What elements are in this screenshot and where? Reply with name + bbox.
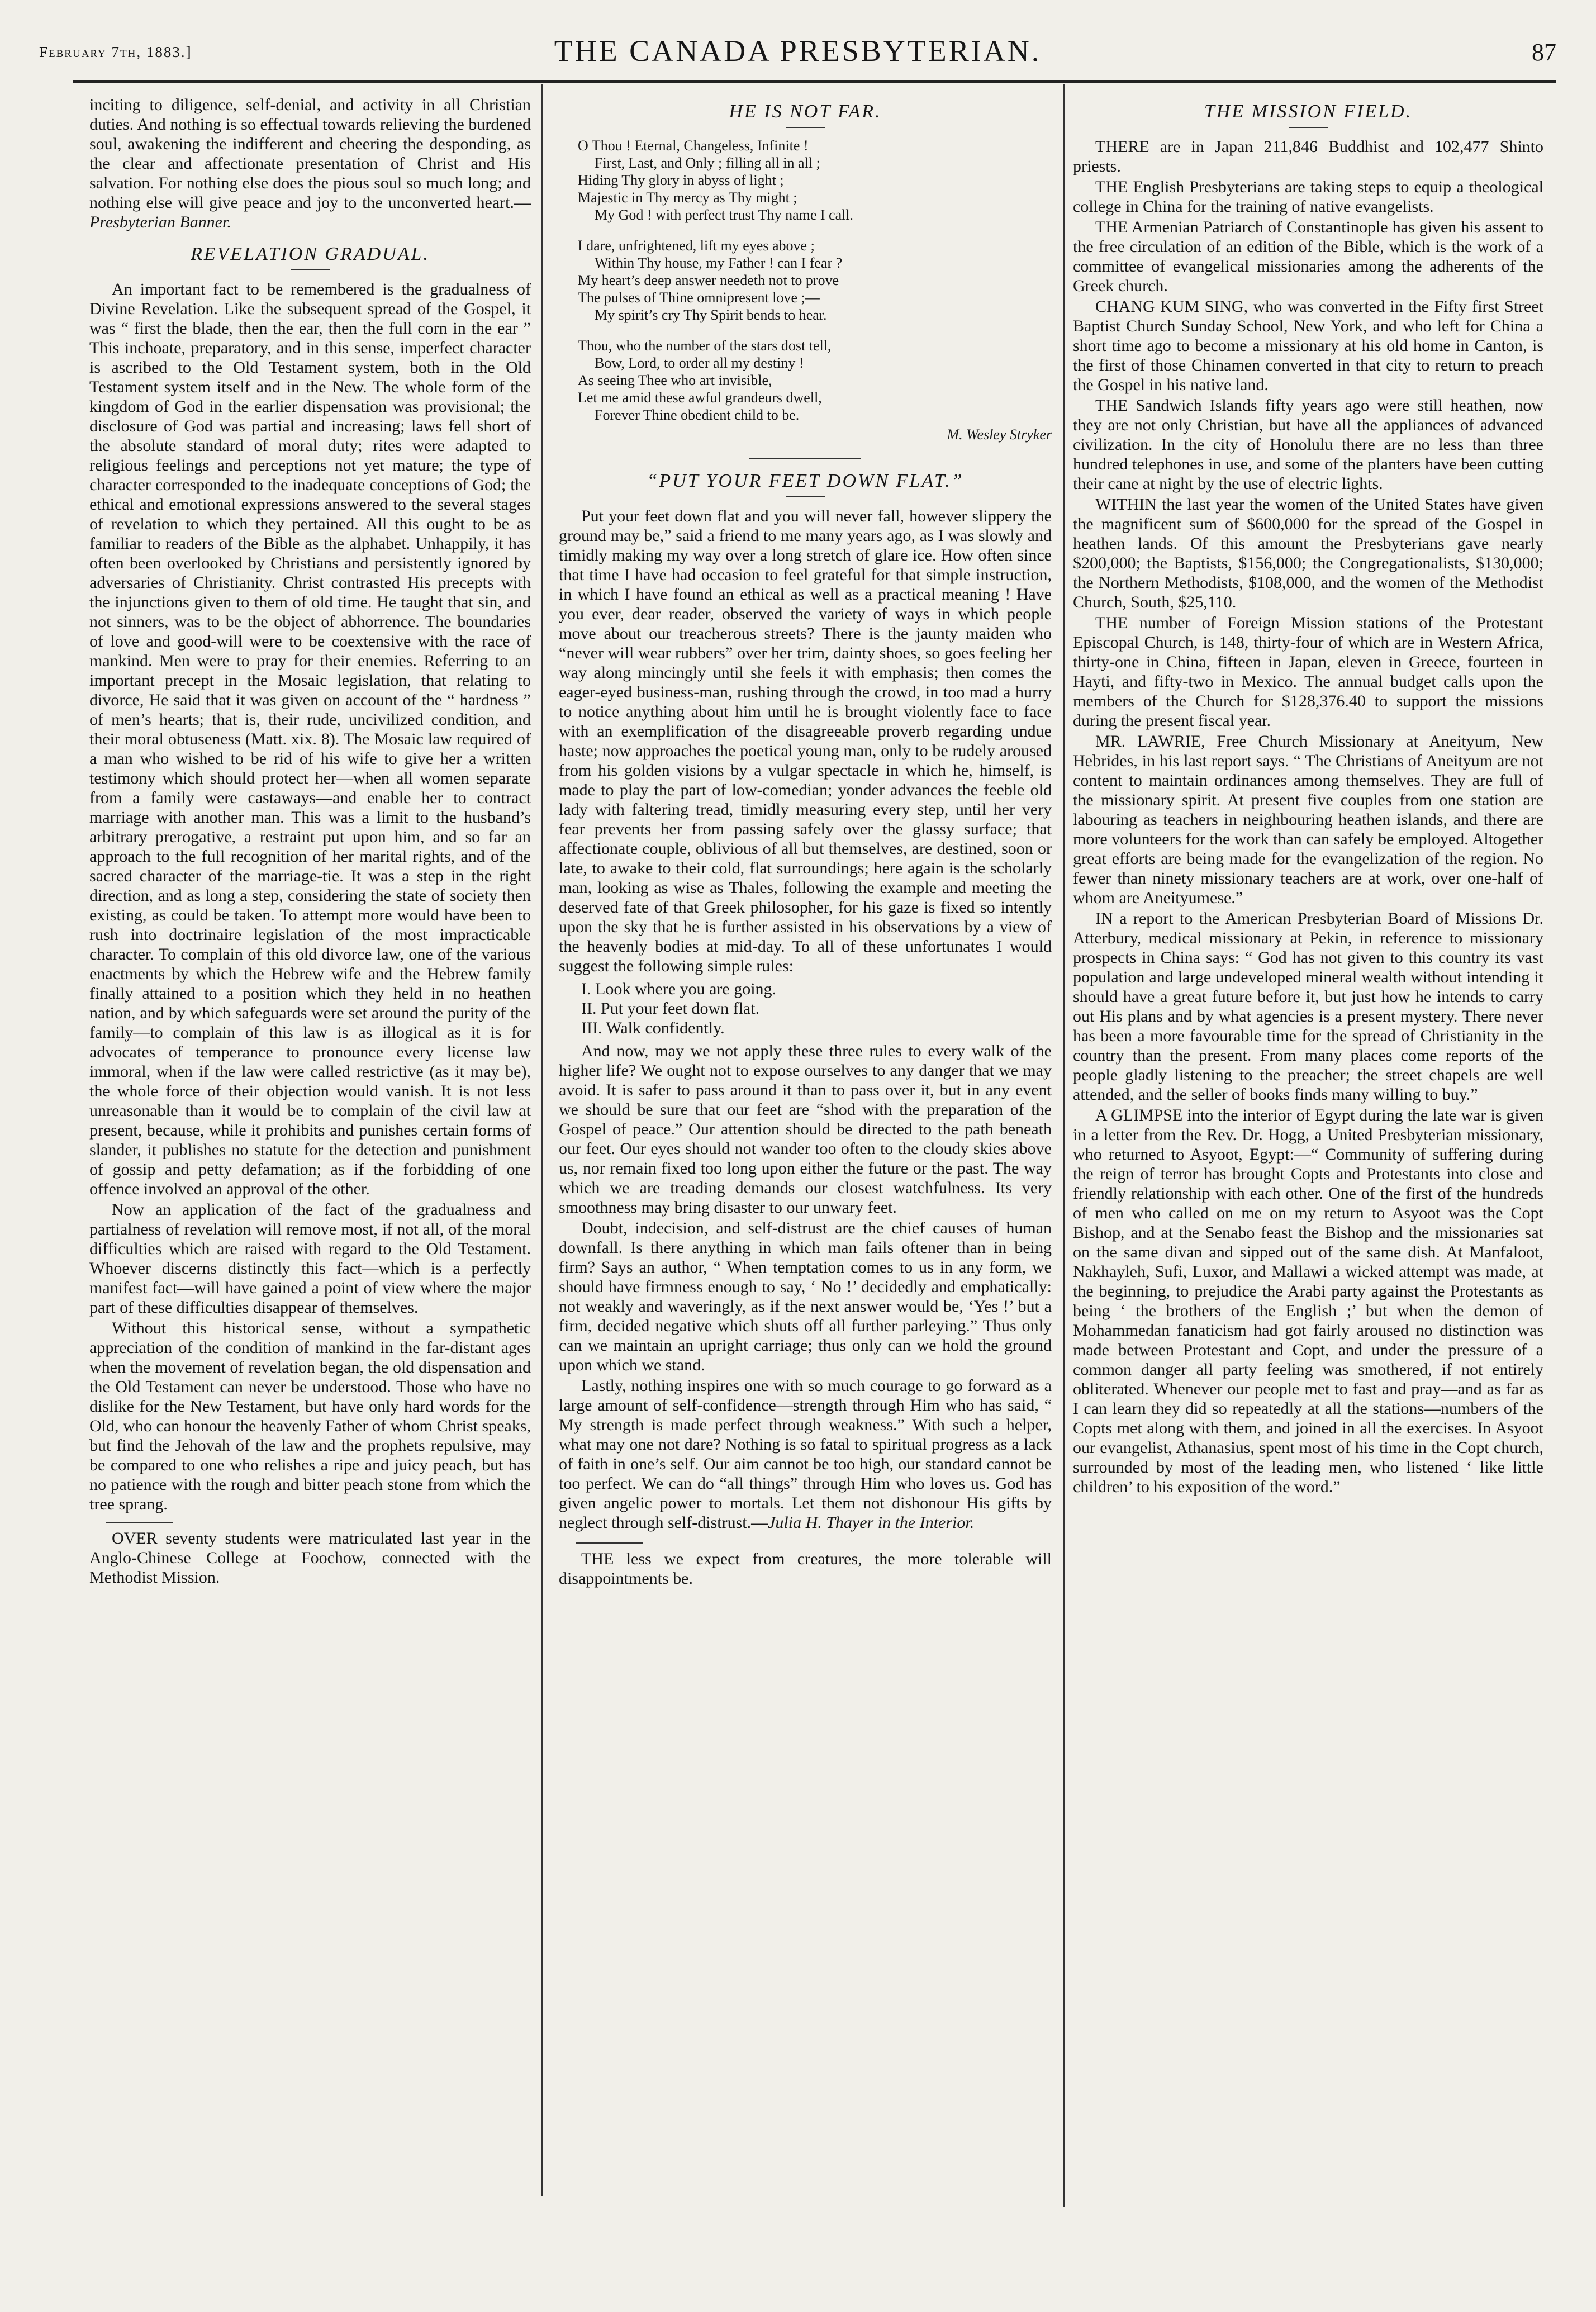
mission-news-item: THE Armenian Patriarch of Constantinople has given his assent to the free circulation of an edition of the Bible, which is the work of a committee of evangelical missionaries among the adherents of the Greek church.	[1073, 218, 1543, 295]
poem-stanza	[578, 337, 1052, 424]
source-attribution: Julia H. Thayer in the Interior.	[768, 1513, 975, 1532]
rule-item: I. Look where you are going.	[581, 980, 777, 998]
news-item: THE less we expect from creatures, the more tolerable will disappointments be.	[559, 1550, 1052, 1588]
poem-line: Thou, who the number of the stars dost tell,	[578, 338, 832, 354]
mission-news-item: MR. LAWRIE, Free Church Missionary at Aneityum, New Hebrides, in his last report says. “ The Christians of Aneityum are not content to maintain ordinances among themselves. They are full of the missionary spirit. At present five couples from one station are labouring as teachers in neighbouring heathen islands, and there are more volunteers for the work than can safely be employed. Altogether great efforts are being made for the evangelization of the region. No fewer than ninety missionary teachers are at work, over one-half of whom are Aneityumese.”	[1073, 732, 1543, 907]
poem-line: My spirit’s cry Thy Spirit bends to hear.	[595, 307, 827, 323]
poem-line: I dare, unfrightened, lift my eyes above ;	[578, 238, 815, 254]
source-attribution: Presbyterian Banner.	[89, 213, 231, 231]
article-paragraph: Doubt, indecision, and self-distrust are the chief causes of human downfall. Is there anything in which man fails oftener than in being firm? Says an author, “ When temptation comes to us in any form, we should have firmness enough to say, ‘ No !’ decidedly and emphatically: not weakly and waveringly, as if the next answer would be, ‘Yes !’ but a firm, decided negative which shuts off all further parleying.” Thus only can we maintain an upright carriage; thus only can we hold the ground upon which we stand.	[559, 1219, 1052, 1374]
article-continued-paragraph: inciting to diligence, self-denial, and activity in all Christian duties. And nothing is so effectual towards relieving the burdened soul, awakening the indifferent and cheering the desponding, as the clear and affectionate presentation of Christ and His salvation. For nothing else does the pious soul so much long; and nothing else will give peace and joy to the unconverted heart.—Presbyterian Banner.	[89, 96, 531, 231]
poem-line: Within Thy house, my Father ! can I fear ?	[595, 255, 843, 271]
article-heading-revelation-gradual: REVELATION GRADUAL.	[191, 244, 430, 264]
column-divider-1	[541, 84, 543, 2196]
rule-item: III. Walk confidently.	[581, 1019, 725, 1037]
poem-line: Let me amid these awful grandeurs dwell,	[578, 390, 822, 406]
heading-rule	[786, 496, 825, 497]
article-paragraph: And now, may we not apply these three rules to every walk of the higher life? We ought not to expose ourselves to any danger that we may avoid. It is safer to pass around it than to pass over it, but in any event we should be sure that our feet are “shod with the preparation of the Gospel of peace.” Our attention should be directed to the path beneath our feet. Our eyes should not wander too often to the cloudy skies above us, nor remain fixed too long upon either the future or the past. The way which we are treading demands our closest watchfulness. Its very smoothness may bring disaster to our unwary feet.	[559, 1042, 1052, 1217]
mission-news-item: THERE are in Japan 211,846 Buddhist and 102,477 Shinto priests.	[1073, 137, 1543, 175]
article-paragraph: Lastly, nothing inspires one with so much courage to go forward as a large amount of self-confidence—strength through Him who has said, “ My strength is made perfect through weakness.” With such a helper, what may one not dare? Nothing is so fatal to spiritual progress as a lack of faith in one’s self. Our aim cannot be too high, our standard cannot be too perfect. We can do “all things” through Him who loves us. God has given angelic power to mortals. Let them not dishonour His gifts by neglect through self-distrust.—Julia H. Thayer in the Interior.	[559, 1376, 1052, 1532]
article-paragraph: Put your feet down flat and you will never fall, however slippery the ground may be,” said a friend to me many years ago, as I was slowly and timidly making my way over a long stretch of glare ice. How often since that time I have had occasion to feel grateful for that simple instruction, in which I have found an ethical as well as a practical meaning ! Have you ever, dear reader, observed the variety of ways in which people move about our treacherous streets? There is the jaunty maiden who “never will wear rubbers” over her trim, dainty shoes, so goes feeling her way along mincingly until she feels it with emphasis; then comes the eager-eyed business-man, rushing through the crowd, in too mad a hurry to notice anything about him until he is brought violently face to face with an exemplification of the disagreeable proverb regarding undue haste; now approaches the poetical young man, only to be rudely aroused from his golden visions by a vulgar spectacle in which he, himself, is made to play the part of low-comedian; yonder advances the feeble old lady with faltering tread, timidly measuring every step, until her very fear prevents her from passing safely over the glassy surface; that affectionate couple, oblivious of all but themselves, are destined, soon or late, to awake to their cold, flat surroundings; here again is the scholarly man, looking as wise as Thales, following the example and meeting the deserved fate of that Greek philosopher, for his gaze is fixed so intently upon the sky that he is further assisted in his observations by a view of the heavenly bodies at mid-day. To all of these unfortunates I would suggest the following simple rules:	[559, 507, 1052, 975]
heading-rule	[786, 127, 825, 128]
poem-line: First, Last, and Only ; filling all in all ;	[595, 155, 820, 171]
mission-news-item: THE Sandwich Islands fifty years ago were still heathen, now they are not only Christian, but have all the appliances of advanced civilization. In the city of Honolulu there are no less than three hundred telephones in use, and some of the planters have been cutting their cane at night by the use of electric lights.	[1073, 396, 1543, 493]
mission-news-item: A GLIMPSE into the interior of Egypt during the late war is given in a letter from the Rev. Dr. Hogg, a United Presbyterian missionary, who returned to Asyoot, Egypt:—“ Community of suffering during the reign of terror has brought Copts and Protestants into close and friendly relationship with each other. One of the first of the hundreds of men who called on me on my return to Asyoot was the Copt Bishop, and at the Senabo feast the Bishop and the missionaries sat on the same divan and sipped out of the same dish. At Manfaloot, Nakhayleh, Sufi, Luxor, and Mallawi a wicked attempt was made, at the beginning, to prejudice the Arabi party against the Protestants as being ‘ the brothers of the English ;’ but when the demon of Mohammedan fanaticism had got fairly aroused no distinction was made between Protestant and Copt, and under the pressure of a common danger all party feeling was smothered, if not entirely obliterated. Whenever our people met to fast and pray—and as far as I can learn they did so repeatedly at all the stations—numbers of the Copts met along with them, and joined in all the exercises. In Asyoot our evangelist, Athanasius, spent most of his time in the Copt church, surrounded by most of the leading men, who listened ‘ like little children’ to his exposition of the word.”	[1073, 1106, 1543, 1496]
page-header	[39, 34, 1556, 73]
article-heading-feet-flat: “PUT YOUR FEET DOWN FLAT.”	[647, 471, 964, 491]
poem-line: Majestic in Thy mercy as Thy might ;	[578, 189, 797, 206]
column-1	[89, 95, 531, 1587]
article-paragraph: An important fact to be remembered is the gradualness of Divine Revelation. Like the subsequent spread of the Gospel, it was “ first the blade, then the ear, then the full corn in the ear ” This inchoate, preparatory, and in this sense, imperfect character is ascribed to the Old Testament system, both in the Old Testament system itself and in the New. The whole form of the kingdom of God in the earlier dispensation was provisional; the disclosure of God was partial and increasing; laws fell short of the absolute standard of moral duty; rites were adapted to religious feelings and perceptions not yet mature; the type of character corresponded to the inadequate conceptions of God; the ethical and emotional expressions answered to the several stages of revelation to which they pertained. All this ought to be as familiar to readers of the Bible as the alphabet. Unhappily, it has often been overlooked by Christians and persistently ignored by adversaries of Christianity. Christ contrasted His precepts with the injunctions given to them of old time. He taught that sin, and not sinners, was to be the object of abhorrence. The boundaries of love and good-will were to be coextensive with the race of mankind. Men were to pray for their enemies. Referring to an important precept in the Mosaic legislation, that relating to divorce, He said that it was given on account of the “ hardness ” of men’s hearts; that is, their rude, uncivilized condition, and their moral obtuseness (Matt. xix. 8). The Mosaic law required of a man who wished to be rid of his wife to give her a written testimony which should protect her—when all women separate from a family were castaways—and enable her to contract marriage with another man. This was a limit to the husband’s arbitrary prerogative, a restraint put upon him, and so far an approach to the full recognition of her marital rights, and of the sacred character of the marriage-tie. It was a step in the right direction, and as long a step, considering the state of society then existing, as could be taken. To attempt more would have been to rush into doctrinaire legislation of the most impracticable character. To complain of this old divorce law, one of the various enactments by which the Hebrew wife and the Hebrew family finally attained to a position which they held in no heathen nation, and by which safeguards were set around the purity of the family—to complain of this law is as illogical as it is for advocates of temperance to pronounce every license law immoral, when if the law were called restrictive (as it may be), the whole force of their objection would vanish. It is not less unreasonable than it would be to complain of the civil law at present, because, while it prohibits and punishes certain forms of slander, it publishes no statute for the detection and punishment of gossip and petty defamation; as if the forbidding of one offence involved an approval of the other.	[89, 280, 531, 1198]
rule-item: II. Put your feet down flat.	[581, 999, 760, 1018]
poem-line: The pulses of Thine omnipresent love ;—	[578, 289, 820, 306]
article-paragraph: Without this historical sense, without a sympathetic appreciation of the condition of mankind in the far-distant ages when the movement of revelation began, the old dispensation and the Old Testament can never be understood. Those who have no dislike for the New Testament, but have only hard words for the Old, who can honour the heavenly Father of whom Christ speaks, but find the Jehovah of the law and the prophets repulsive, may be compared to one who relishes a ripe and juicy peach, but has no patience with the rough and bitter peach stone from which the tree sprang.	[89, 1319, 531, 1513]
separator-rule	[749, 458, 861, 459]
poem-line: Hiding Thy glory in abyss of light ;	[578, 172, 784, 188]
mission-news-item: WITHIN the last year the women of the United States have given the magnificent sum of $600,000 for the spread of the Gospel in heathen lands. Of this amount the Presbyterians gave nearly $200,000; the Baptists, $156,000; the Congregationalists, $130,000; the Northern Methodists, $108,000, and the women of the Methodist Church, South, $25,110.	[1073, 495, 1543, 611]
mission-news-item: CHANG KUM SING, who was converted in the Fifty first Street Baptist Church Sunday School, New York, and who left for China a short time ago to become a missionary at his old home in Canton, is the first of those Chinamen converted in that city to return to preach the Gospel in his native land.	[1073, 297, 1543, 394]
mission-news-item: IN a report to the American Presbyterian Board of Missions Dr. Atterbury, medical missionary at Pekin, in reference to missionary prospects in China says: “ God has not given to this country its vast population and large undeveloped mineral wealth without intending it should have a great future before it, but just how he intends to carry out His plans and by what agencies is a present mystery. There never has been a more favourable time for the spread of Christianity in the country than the present. From many places come reports of the people gladly listening to the preacher; the street chapels are well attended, and the seller of books finds many willing to buy.”	[1073, 909, 1543, 1104]
news-item: OVER seventy students were matriculated last year in the Anglo-Chinese College at Foochow, connected with the Methodist Mission.	[89, 1529, 531, 1587]
poem-line: Bow, Lord, to order all my destiny !	[595, 355, 804, 371]
mission-news-item: THE number of Foreign Mission stations of the Protestant Episcopal Church, is 148, thirty-four of which are in Western Africa, thirty-one in China, fifteen in Japan, eleven in Greece, fourteen in Hayti, and fifty-two in Mexico. The annual budget calls upon the members of the Church for $128,376.40 to support the missions during the present fiscal year.	[1073, 614, 1543, 730]
poem	[578, 137, 1052, 443]
poem-line: O Thou ! Eternal, Changeless, Infinite !	[578, 137, 809, 154]
section-heading-mission-field: THE MISSION FIELD.	[1204, 101, 1413, 122]
mission-news-item: THE English Presbyterians are taking steps to equip a theological college in China for the training of native evangelists.	[1073, 178, 1543, 216]
poem-line: My heart’s deep answer needeth not to prove	[578, 272, 839, 288]
poem-title: HE IS NOT FAR.	[729, 101, 882, 122]
poem-author: M. Wesley Stryker	[947, 426, 1052, 443]
column-2	[559, 95, 1052, 1588]
article-paragraph: Now an application of the fact of the gradualness and partialness of revelation will remove most, if not all, of the moral difficulties which are raised with regard to the Old Testament. Whoever discerns distinctly this fact—which is a perfectly manifest fact—will have gained a point of view where the major part of these difficulties disappear of themselves.	[89, 1200, 531, 1317]
header-rule	[73, 80, 1556, 83]
poem-line: As seeing Thee who art invisible,	[578, 372, 772, 388]
rules-list	[581, 979, 1052, 1038]
column-3	[1073, 95, 1543, 1497]
separator-rule	[576, 1542, 643, 1544]
poem-line: My God ! with perfect trust Thy name I call.	[595, 207, 854, 223]
heading-rule	[1289, 127, 1328, 128]
column-divider-2	[1063, 84, 1065, 2207]
issue-date: February 7th, 1883.]	[39, 44, 192, 60]
heading-rule	[291, 269, 330, 270]
separator-rule	[106, 1522, 173, 1523]
masthead-title: THE CANADA PRESBYTERIAN.	[554, 34, 1042, 68]
poem-stanza	[578, 137, 1052, 224]
poem-stanza	[578, 237, 1052, 324]
page-number: 87	[1532, 39, 1556, 66]
poem-line: Forever Thine obedient child to be.	[595, 407, 800, 423]
